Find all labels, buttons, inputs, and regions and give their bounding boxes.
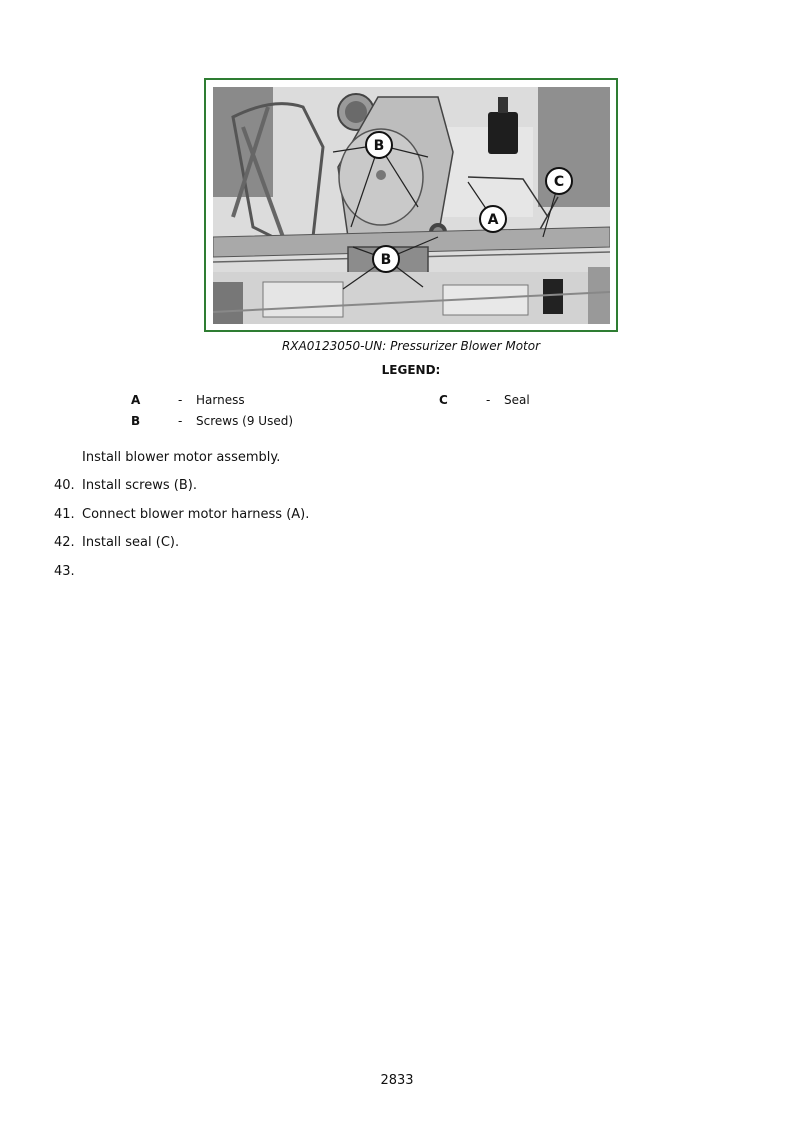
legend-key: A bbox=[131, 393, 141, 407]
procedure-step bbox=[54, 563, 554, 581]
procedure-step bbox=[54, 534, 554, 552]
callout-b-top-label: B bbox=[373, 138, 385, 154]
legend-desc: Seal bbox=[504, 393, 530, 407]
page-number: 2833 bbox=[380, 1073, 414, 1088]
step-number: 42. bbox=[54, 535, 75, 550]
legend-desc: Screws (9 Used) bbox=[196, 414, 293, 428]
figure-caption: RXA0123050-UN: Pressurizer Blower Motor bbox=[281, 339, 541, 353]
callout-b-bottom-label: B bbox=[380, 252, 392, 268]
legend-dash: - bbox=[178, 393, 183, 407]
legend-dash: - bbox=[178, 414, 183, 428]
callout-a-label: A bbox=[487, 212, 499, 228]
callout-c-label: C bbox=[553, 174, 565, 190]
step-number: 41. bbox=[54, 507, 75, 522]
step-number: 43. bbox=[54, 564, 75, 579]
legend-item-b bbox=[131, 413, 381, 429]
callout-a bbox=[480, 206, 506, 232]
legend-title: LEGEND: bbox=[381, 363, 441, 377]
callout-b-bottom bbox=[373, 246, 399, 272]
callout-c bbox=[546, 168, 572, 194]
step-number: 40. bbox=[54, 478, 75, 493]
procedure-step bbox=[54, 477, 554, 495]
blower-motor-illustration bbox=[213, 87, 610, 324]
step-text: Install seal (C). bbox=[82, 535, 180, 550]
legend-item-c bbox=[439, 392, 639, 408]
legend-dash: - bbox=[486, 393, 491, 407]
step-text: Install screws (B). bbox=[82, 478, 197, 493]
procedure-step bbox=[54, 506, 554, 524]
legend-key: B bbox=[131, 414, 141, 428]
step-text: Install blower motor assembly. bbox=[82, 450, 281, 465]
legend-item-a bbox=[131, 392, 381, 408]
legend-key: C bbox=[439, 393, 448, 407]
legend-desc: Harness bbox=[196, 393, 245, 407]
figure-frame bbox=[204, 78, 618, 332]
callout-b-top bbox=[366, 132, 392, 158]
procedure-step bbox=[54, 449, 554, 467]
step-text: Connect blower motor harness (A). bbox=[82, 507, 310, 522]
